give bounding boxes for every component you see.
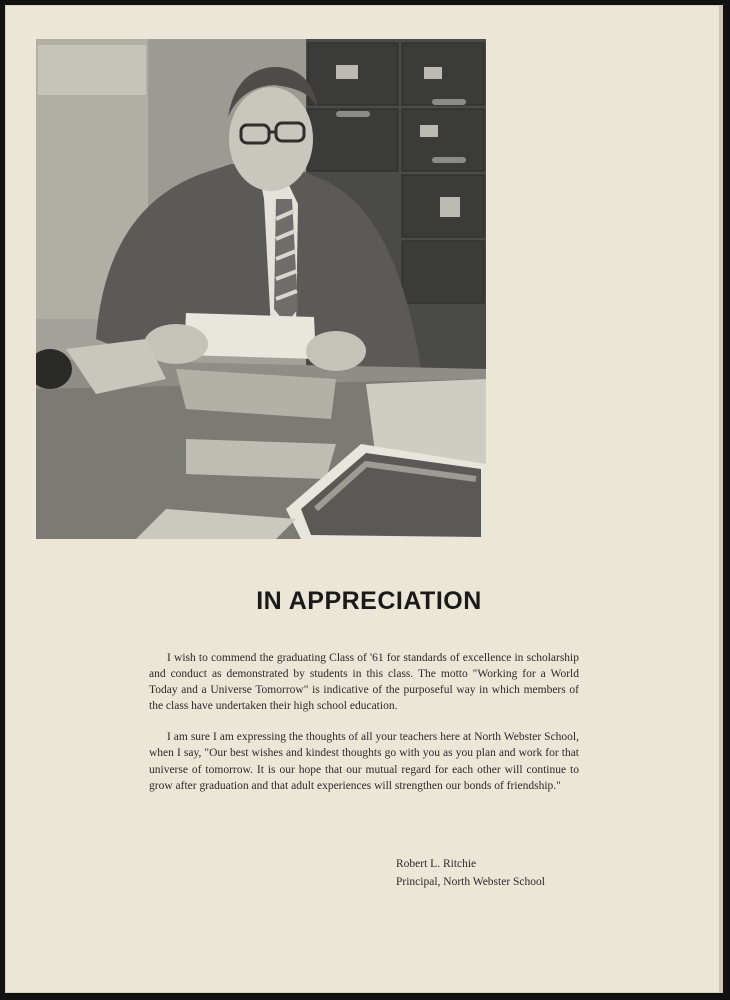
signature-name: Robert L. Ritchie [396,858,477,870]
appreciation-letter [149,650,579,809]
page-title: IN APPRECIATION [256,587,482,615]
signature-block [396,855,545,891]
yearbook-page [5,5,723,993]
principal-photo-illustration [36,39,486,539]
letter-paragraph: I wish to commend the graduating Class of '61 for standards of excellence in scholarship and conduct as demonstrated by students in this class. The motto "Working for a World Today and a Universe Tomorrow" is indicative of the purposeful way in which members of the class have undertaken their high school education. [149,652,579,713]
signature-title: Principal, North Webster School [396,876,545,888]
letter-paragraph: I am sure I am expressing the thoughts of all your teachers here at North Webster School, when I say, "Our best wishes and kindest thoughts go with you as you plan and work for that universe of tomorrow. It is our hope that our mutual regard for each other will continue to grow after graduation and that adult experiences will strengthen our bonds of friendship." [149,731,579,792]
principal-photo [36,39,486,539]
